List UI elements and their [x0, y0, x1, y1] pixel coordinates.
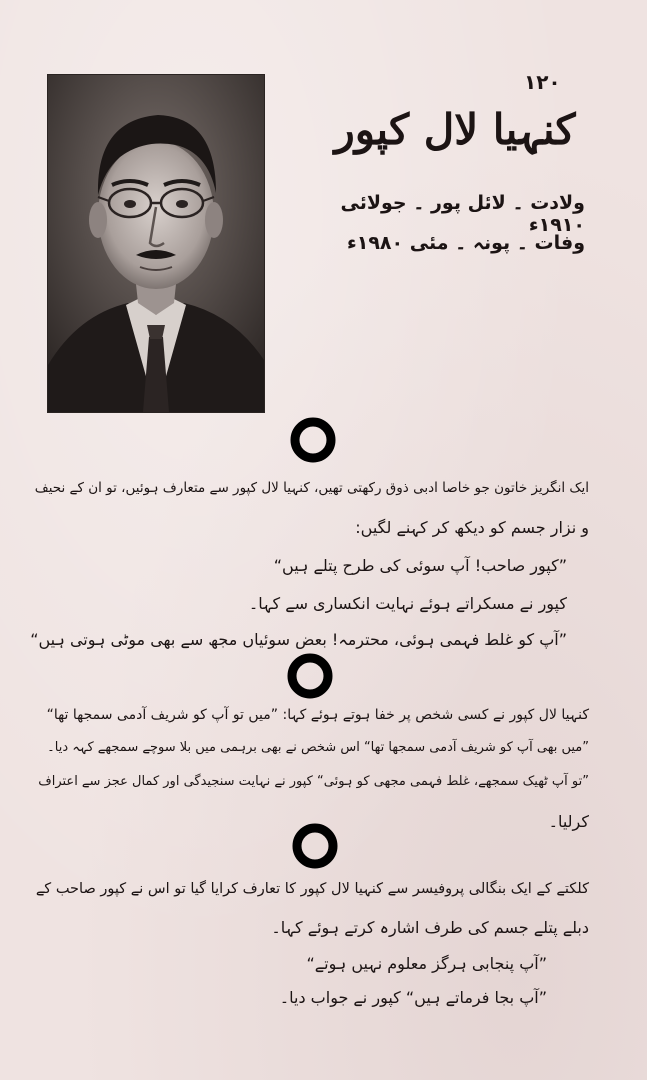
death-info: وفات ۔ پونہ ۔ مئی ۱۹۸۰ء — [347, 232, 585, 254]
anecdote-3-line-3: ”آپ پنجابی ہرگز معلوم نہیں ہوتے“ — [306, 954, 547, 973]
portrait-image — [48, 75, 264, 412]
anecdote-2-line-4: کرلیا۔ — [548, 812, 589, 831]
author-portrait — [48, 75, 264, 412]
section-ring-icon — [286, 652, 334, 700]
author-name-title: کنہیا لال کپور — [334, 105, 576, 154]
section-ring-icon — [291, 822, 339, 870]
anecdote-3-line-4: ”آپ بجا فرماتے ہیں“ کپور نے جواب دیا۔ — [279, 988, 547, 1007]
birth-info: ولادت ۔ لائل پور ۔ جولائی ۱۹۱۰ء — [340, 192, 585, 236]
anecdote-1-line-1: ایک انگریز خاتون جو خاصا ادبی ذوق رکھتی تھیں، کنہیا لال کپور سے متعارف ہوئیں، تو ان کے نحیف — [34, 480, 589, 496]
anecdote-1-line-5: ”آپ کو غلط فہمی ہوئی، محترمہ! بعض سوئیاں مجھ سے بھی موٹی ہوتی ہیں“ — [30, 630, 567, 649]
anecdote-2-line-2: ”میں بھی آپ کو شریف آدمی سمجھا تھا“ اس شخص نے بھی برہمی میں بلا سوچے سمجھے کہہ دیا۔ — [47, 740, 589, 755]
anecdote-2-line-1: کنہیا لال کپور نے کسی شخص پر خفا ہوتے ہوئے کہا: ”میں تو آپ کو شریف آدمی سمجھا تھا“ — [46, 707, 589, 723]
anecdote-1-line-3: ”کپور صاحب! آپ سوئی کی طرح پتلے ہیں“ — [273, 556, 567, 575]
anecdote-3-line-1: کلکتے کے ایک بنگالی پروفیسر سے کنہیا لال کپور کا تعارف کرایا گیا تو اس نے کپور صاحب کے — [35, 881, 589, 897]
anecdote-1-line-2: و نزار جسم کو دیکھ کر کہنے لگیں: — [355, 518, 589, 537]
anecdote-3-line-2: دبلے پتلے جسم کی طرف اشارہ کرتے ہوئے کہا۔ — [271, 918, 589, 937]
anecdote-2-line-3: ”تو آپ ٹھیک سمجھے، غلط فہمی مجھی کو ہوئی“ کپور نے نہایت سنجیدگی اور کمال عجز سے اعتراف — [38, 774, 589, 789]
page-number: ۱۲۰ — [524, 70, 561, 94]
section-ring-icon — [289, 416, 337, 464]
anecdote-1-line-4: کپور نے مسکراتے ہوئے نہایت انکساری سے کہا۔ — [248, 594, 567, 613]
